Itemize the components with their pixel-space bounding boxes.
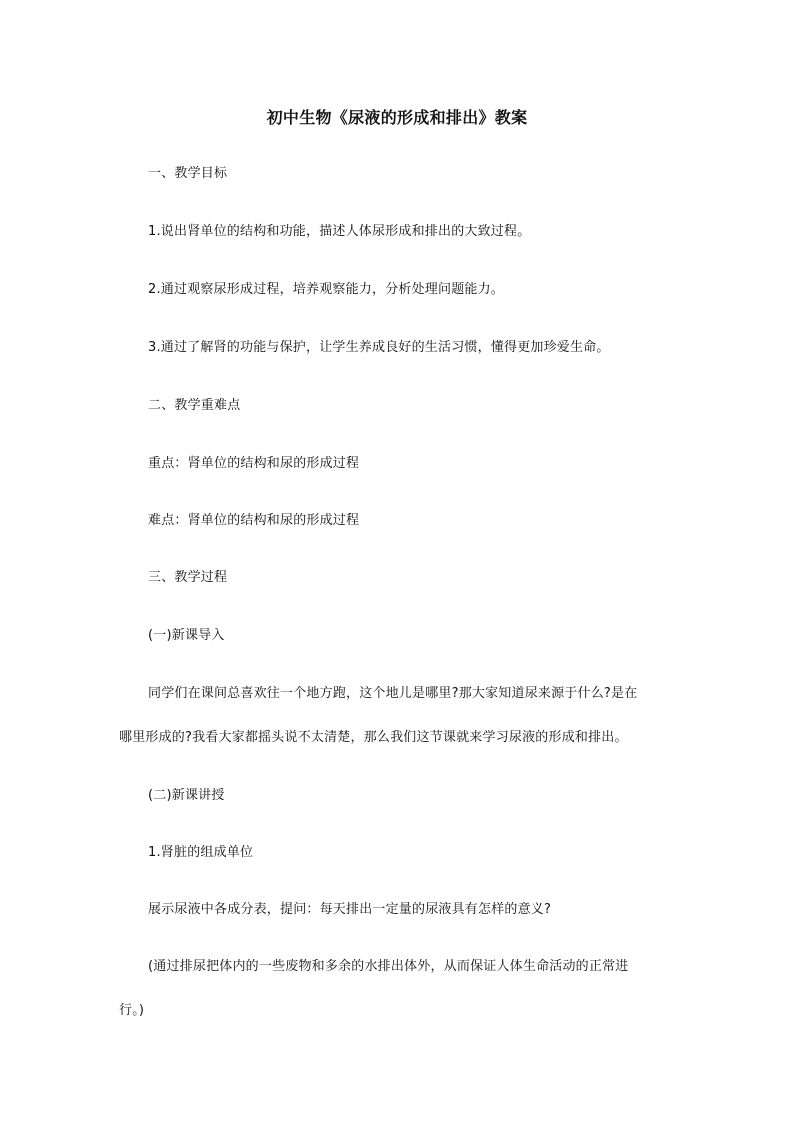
objective-3: 3.通过了解肾的功能与保护，让学生养成良好的生活习惯，懂得更加珍爱生命。 bbox=[148, 340, 610, 355]
urine-table-question: 展示尿液中各成分表，提问：每天排出一定量的尿液具有怎样的意义? bbox=[148, 902, 552, 917]
section-heading-key-points: 二、教学重难点 bbox=[148, 398, 241, 413]
document-title: 初中生物《尿液的形成和排出》教案 bbox=[266, 108, 528, 127]
kidney-unit-heading: 1.肾脏的组成单位 bbox=[148, 845, 254, 860]
subsection-teaching: (二)新课讲授 bbox=[148, 788, 225, 803]
answer-line-2: 行。) bbox=[119, 1003, 145, 1018]
section-heading-objectives: 一、教学目标 bbox=[148, 166, 228, 181]
section-heading-process: 三、教学过程 bbox=[148, 570, 228, 585]
difficult-point: 难点：肾单位的结构和尿的形成过程 bbox=[148, 513, 360, 528]
answer-line-1: (通过排尿把体内的一些废物和多余的水排出体外，从而保证人体生命活动的正常进 bbox=[148, 959, 629, 974]
objective-1: 1.说出肾单位的结构和功能，描述人体尿形成和排出的大致过程。 bbox=[148, 224, 531, 239]
intro-paragraph-line-2: 哪里形成的?我看大家都摇头说不太清楚，那么我们这节课就来学习尿液的形成和排出。 bbox=[119, 730, 628, 745]
subsection-intro: (一)新课导入 bbox=[148, 628, 225, 643]
objective-2: 2.通过观察尿形成过程，培养观察能力，分析处理问题能力。 bbox=[148, 282, 505, 297]
key-point: 重点：肾单位的结构和尿的形成过程 bbox=[148, 456, 360, 471]
intro-paragraph-line-1: 同学们在课间总喜欢往一个地方跑，这个地儿是哪里?那大家知道尿来源于什么?是在 bbox=[148, 686, 638, 701]
